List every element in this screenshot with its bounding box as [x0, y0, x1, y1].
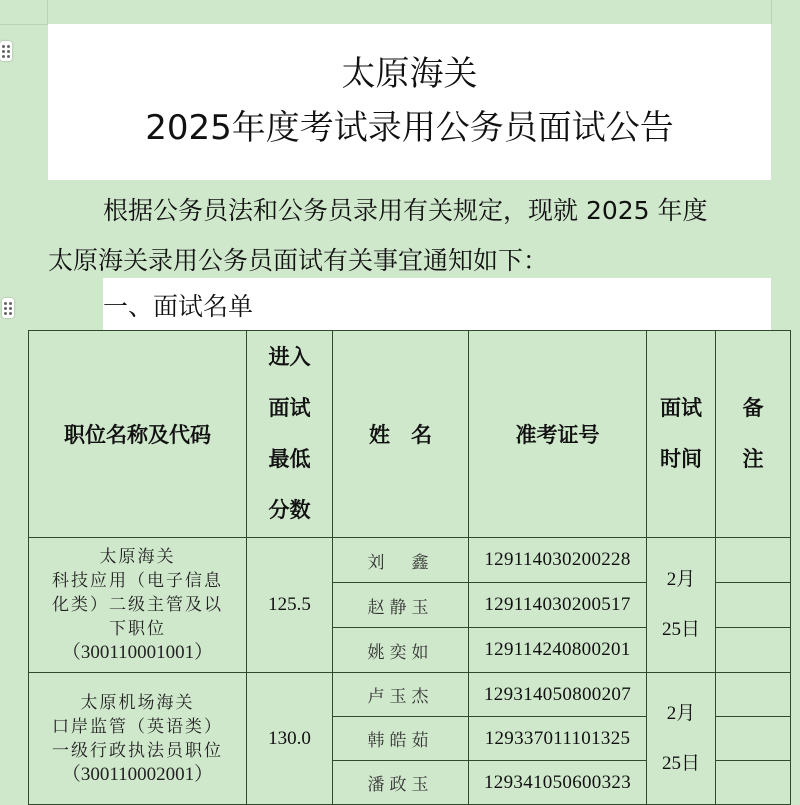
remark-cell	[716, 673, 791, 717]
section-heading: 一、面试名单	[103, 292, 254, 321]
table-row	[29, 673, 791, 717]
header-name: 姓 名	[333, 331, 469, 538]
remark-cell	[716, 583, 791, 628]
interview-list-table	[28, 330, 791, 805]
table-header-row	[29, 331, 791, 538]
ticket-cell: 129114030200228	[469, 538, 647, 583]
header-position: 职位名称及代码	[29, 331, 247, 538]
ticket-cell: 129114240800201	[469, 628, 647, 673]
name-cell: 刘 鑫	[333, 538, 469, 583]
ticket-cell: 129114030200517	[469, 583, 647, 628]
intro-paragraph-line-1: 根据公务员法和公务员录用有关规定，现就 2025 年度	[103, 196, 708, 225]
remark-cell	[716, 538, 791, 583]
remark-cell	[716, 717, 791, 761]
name-cell: 姚奕如	[333, 628, 469, 673]
remark-cell	[716, 761, 791, 805]
ticket-cell: 129337011101325	[469, 717, 647, 761]
title-line-2: 2025年度考试录用公务员面试公告	[145, 108, 674, 148]
table-drag-handle-icon[interactable]	[2, 298, 14, 318]
header-ticket: 准考证号	[469, 331, 647, 538]
position-cell: 太原海关 科技应用（电子信息 化类）二级主管及以 下职位 （300110001001）	[29, 538, 247, 673]
title-line-1: 太原海关	[341, 54, 478, 94]
min-score-cell: 125.5	[247, 538, 333, 673]
table-row	[29, 538, 791, 583]
header-min-score: 进入 面试 最低 分数	[247, 331, 333, 538]
margin-guide	[771, 0, 772, 24]
remark-cell	[716, 628, 791, 673]
ticket-cell: 129341050600323	[469, 761, 647, 805]
margin-guide	[47, 0, 48, 24]
interview-date-cell: 2月 25日	[647, 538, 716, 673]
header-remark: 备 注	[716, 331, 791, 538]
header-time: 面试 时间	[647, 331, 716, 538]
intro-paragraph-line-2: 太原海关录用公务员面试有关事宜通知如下：	[48, 246, 549, 275]
position-cell: 太原机场海关 口岸监管（英语类） 一级行政执法员职位 （300110002001）	[29, 673, 247, 805]
block-drag-handle-icon[interactable]	[0, 41, 12, 61]
interview-date-cell: 2月 25日	[647, 673, 716, 805]
name-cell: 韩皓茹	[333, 717, 469, 761]
name-cell: 潘政玉	[333, 761, 469, 805]
name-cell: 赵静玉	[333, 583, 469, 628]
ticket-cell: 129314050800207	[469, 673, 647, 717]
min-score-cell: 130.0	[247, 673, 333, 805]
name-cell: 卢玉杰	[333, 673, 469, 717]
margin-guide	[0, 24, 48, 25]
title-block	[48, 24, 771, 180]
